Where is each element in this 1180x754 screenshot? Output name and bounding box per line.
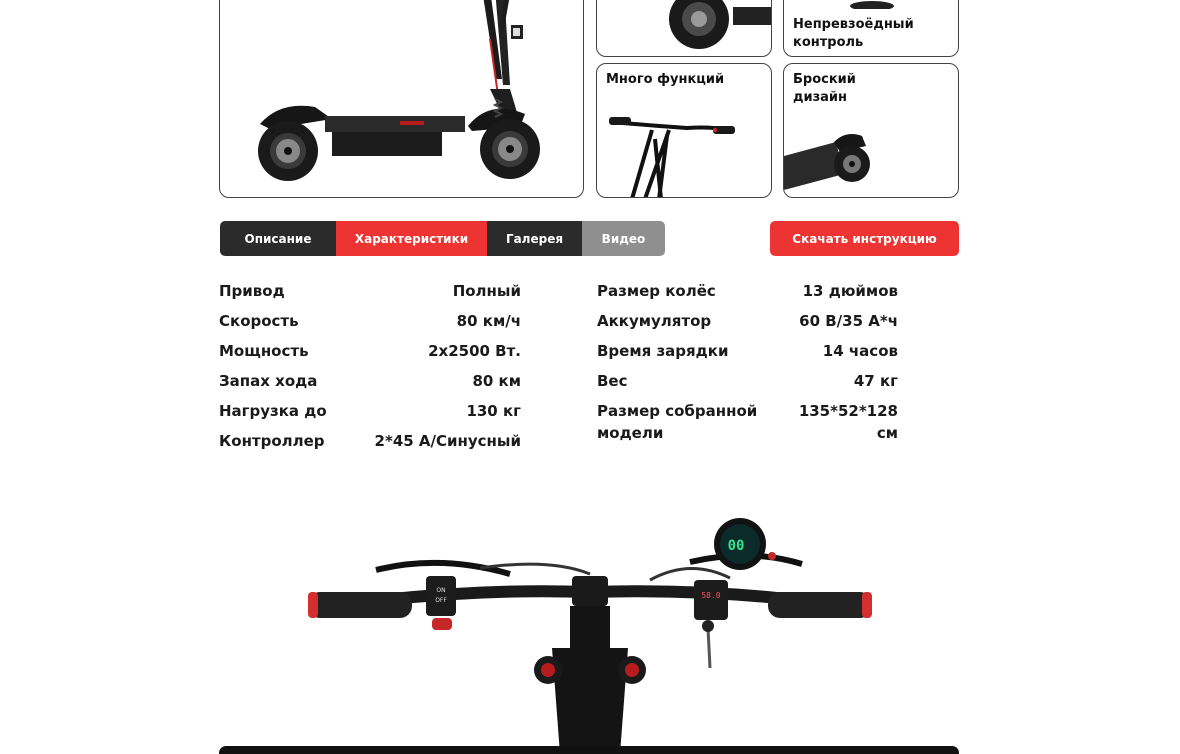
- feature-card-control: [783, 0, 959, 57]
- switch-off-text: OFF: [435, 597, 447, 604]
- handlebar-thumbnail-image: [597, 64, 772, 198]
- download-manual-button[interactable]: Скачать инструкцию: [770, 221, 959, 256]
- spec-value-wheel-size: 13 дюймов: [802, 282, 898, 300]
- tab-bar: [220, 221, 665, 256]
- spec-value-load: 130 кг: [466, 402, 521, 420]
- feature-title-functions: Много функций: [606, 72, 725, 87]
- scooter-image: [220, 0, 584, 198]
- feature-card-functions: [596, 63, 772, 198]
- spec-label-wheel-size: Размер колёс: [597, 282, 716, 300]
- tab-specifications[interactable]: Характеристики: [336, 221, 487, 256]
- handlebar-image: [290, 518, 890, 754]
- spec-label-drive: Привод: [219, 282, 285, 300]
- rear-deck-image: [784, 64, 959, 198]
- speed-readout: 00: [727, 538, 745, 554]
- bottom-dark-bar: [219, 746, 959, 754]
- control-image: [784, 0, 959, 9]
- spec-label-speed: Скорость: [219, 312, 299, 330]
- spec-value-speed: 80 км/ч: [456, 312, 521, 330]
- spec-label-controller: Контроллер: [219, 432, 325, 450]
- feature-title-design: Броский дизайн: [793, 72, 856, 105]
- feature-title-control: Непревзоёдный контроль: [793, 17, 914, 50]
- spec-label-battery: Аккумулятор: [597, 312, 712, 330]
- feature-card-wheel: [596, 0, 772, 57]
- feature-card-design: [783, 63, 959, 198]
- tab-video[interactable]: Видео: [582, 221, 665, 256]
- spec-label-assembled-size: Размер собранной модели: [597, 402, 758, 442]
- spec-label-charge-time: Время зарядки: [597, 342, 729, 360]
- spec-value-battery: 60 В/35 А*ч: [799, 312, 898, 330]
- spec-value-range: 80 км: [472, 372, 521, 390]
- spec-value-charge-time: 14 часов: [822, 342, 898, 360]
- tab-description[interactable]: Описание: [220, 221, 336, 256]
- spec-value-drive: Полный: [452, 282, 521, 300]
- spec-value-power: 2х2500 Вт.: [428, 342, 521, 360]
- tab-gallery[interactable]: Галерея: [487, 221, 582, 256]
- spec-value-controller: 2*45 А/Синусный: [374, 432, 521, 450]
- rear-wheel-image: [597, 0, 772, 57]
- spec-value-weight: 47 кг: [853, 372, 898, 390]
- switch-on-text: ON: [436, 587, 446, 594]
- spec-label-power: Мощность: [219, 342, 309, 360]
- spec-label-load: Нагрузка до: [219, 402, 327, 420]
- scooter-main-image-card: [219, 0, 584, 198]
- spec-label-weight: Вес: [597, 372, 628, 390]
- spec-label-range: Запах хода: [219, 372, 318, 390]
- spec-value-assembled-size: 135*52*128 см: [798, 402, 898, 442]
- voltage-readout: 58.0: [701, 591, 721, 600]
